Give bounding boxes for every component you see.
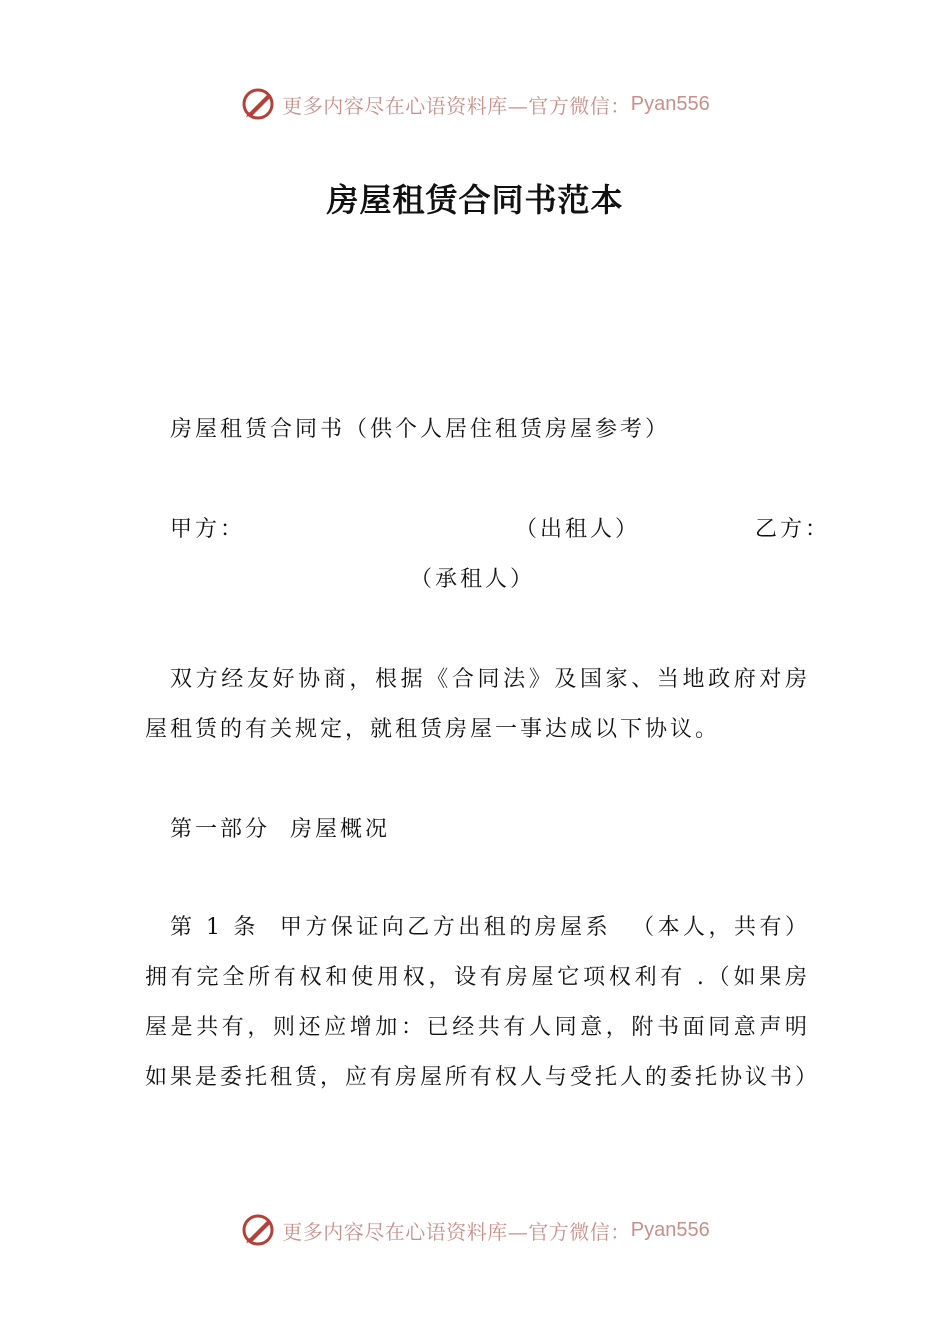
banner-text: 更多内容尽在心语资料库—官方微信： [282,93,631,118]
party-a-role: （出租人） [515,517,641,542]
pen-circle-logo-icon [240,1212,276,1248]
party-b-role: （承租人） [410,567,536,592]
pen-circle-logo-icon [240,86,276,122]
banner-wechat-id: Pyan556 [630,1218,710,1241]
banner-text: 更多内容尽在心语资料库—官方微信： [282,1219,631,1244]
footer-banner [0,1210,950,1250]
intro-paragraph: 双方经友好协商，根据《合同法》及国家、当地政府对房屋租赁的有关规定，就租赁房屋一事达成以下协议。 [145,667,810,742]
document-subtitle: 房屋租赁合同书（供个人居住租赁房屋参考） [170,417,671,442]
party-a-label: 甲方： [170,517,246,542]
document-title: 房屋租赁合同书范本 [326,181,624,219]
party-b-label: 乙方： [755,517,831,542]
article1-paragraph: 第 1 条 甲方保证向乙方出租的房屋系 （本人，共有）拥有完全所有权和使用权，设有房屋它项权利有 .（如果房屋是共有，则还应增加：已经共有人同意，附书面同意声明如果是委托租赁，应有房屋所有权人与受托人的委托协议书） [145,915,821,1090]
part1-heading: 第一部分 房屋概况 [170,817,390,842]
banner-wechat-id: Pyan556 [630,92,710,115]
header-banner [0,84,950,124]
